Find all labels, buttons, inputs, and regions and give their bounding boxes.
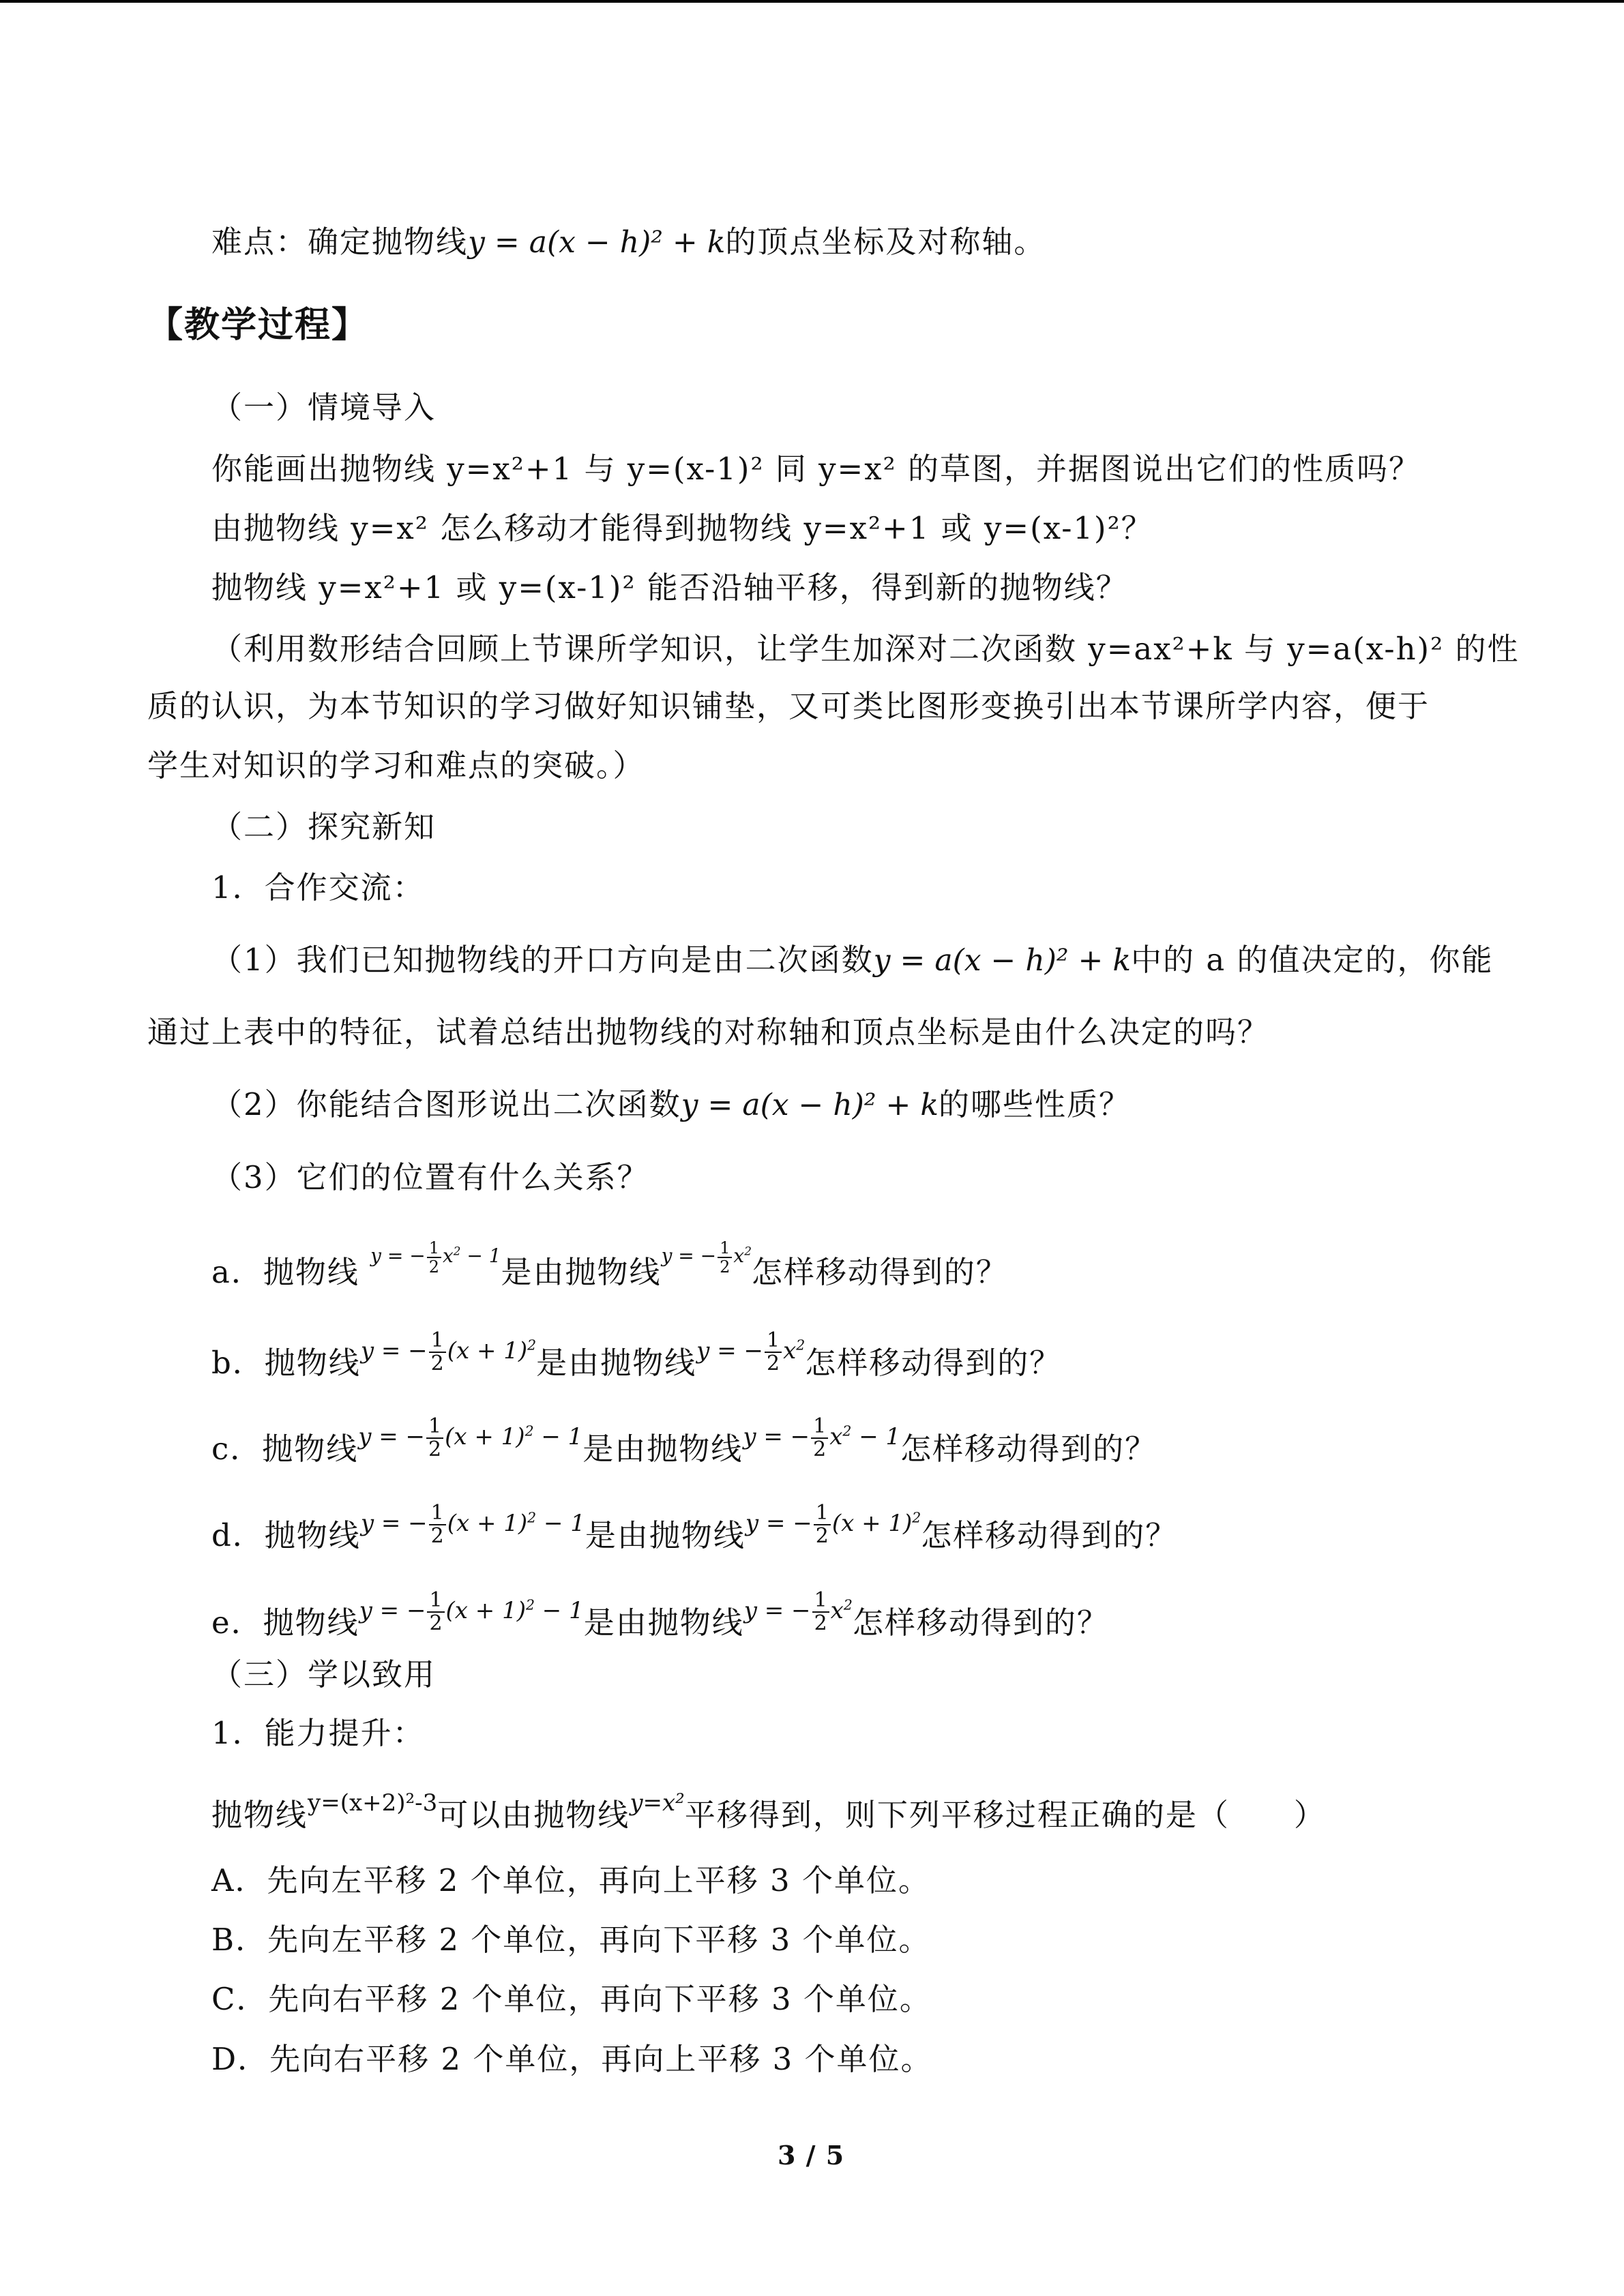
- sub-item-e: [211, 1590, 1109, 1643]
- sub-item-a: [211, 1236, 1008, 1293]
- difficulty-suffix: 的顶点坐标及对称轴。: [725, 224, 1046, 260]
- difficulty-label: 难点：确定抛物线: [211, 224, 469, 260]
- sub-item-d: [211, 1502, 1177, 1556]
- difficulty-line: [211, 222, 1046, 263]
- formula-a1: y = − 1 2 x2 − 1: [370, 1238, 501, 1277]
- sub-item-b-label: b．抛物线: [211, 1345, 361, 1381]
- option-b: B．先向左平移 2 个单位，再向下平移 3 个单位。: [211, 1922, 931, 1958]
- option-c: C．先向右平移 2 个单位，再向下平移 3 个单位。: [211, 1981, 932, 2017]
- page-top-border: [0, 0, 1624, 3]
- sub-item-e-label: e．抛物线: [211, 1605, 359, 1641]
- sub-item-e-mid: 是由抛物线: [583, 1605, 744, 1641]
- part2-title: （二）探究新知: [211, 809, 437, 845]
- formula-c2: y = − 1 2 x2 − 1: [743, 1414, 901, 1461]
- item2-formula: y = a(x − h)² + k: [681, 1088, 939, 1122]
- sub-item-a-end: 怎样移动得到的？: [751, 1254, 1008, 1290]
- option-a: A．先向左平移 2 个单位，再向上平移 3 个单位。: [211, 1862, 930, 1898]
- question-formula1: y=(x+2)²-3: [308, 1789, 438, 1817]
- part1-q2: 由抛物线 y=x² 怎么移动才能得到抛物线 y=x²+1 或 y=(x-1)²？: [211, 510, 1153, 546]
- formula-e1: y = − 1 2 (x + 1)2 − 1: [359, 1588, 584, 1635]
- part1-note-line3: 学生对知识的学习和难点的突破。）: [147, 747, 645, 784]
- formula-b1: y = − 1 2 (x + 1)2: [360, 1328, 537, 1375]
- sub-item-c-label: c．抛物线: [211, 1431, 359, 1467]
- sub-item-d-label: d．抛物线: [211, 1517, 361, 1553]
- question-prefix: 抛物线: [211, 1797, 308, 1833]
- sub-item-c-mid: 是由抛物线: [582, 1431, 743, 1467]
- part1-note-line1: （利用数形结合回顾上节课所学知识，让学生加深对二次函数 y=ax²+k 与 y=a(x-h)² 的性: [211, 631, 1520, 667]
- formula-d1: y = − 1 2 (x + 1)2 − 1: [360, 1501, 585, 1548]
- item1-formula: y = a(x − h)² + k: [873, 943, 1132, 978]
- part2-item1-line2: 通过上表中的特征，试着总结出抛物线的对称轴和顶点坐标是由什么决定的吗？: [147, 1014, 1270, 1050]
- formula-a2: y = − 1 2 x2: [661, 1238, 752, 1277]
- formula-d2: y = − 1 2 (x + 1)2: [745, 1501, 921, 1548]
- part1-q1: 你能画出抛物线 y=x²+1 与 y=(x-1)² 同 y=x² 的草图，并据图说出它们的性质吗？: [211, 451, 1421, 487]
- part2-item2: [211, 1084, 1131, 1126]
- question-mid: 可以由抛物线: [437, 1797, 630, 1833]
- sub-item-b: [211, 1330, 1061, 1384]
- part1-q3: 抛物线 y=x²+1 或 y=(x-1)² 能否沿轴平移，得到新的抛物线？: [211, 569, 1128, 606]
- item1-suffix: 中的 a 的值决定的，你能: [1131, 942, 1494, 978]
- option-d: D．先向右平移 2 个单位，再向上平移 3 个单位。: [211, 2041, 933, 2077]
- part2-item3: （3）它们的位置有什么关系？: [211, 1159, 649, 1195]
- sub-item-d-end: 怎样移动得到的？: [921, 1517, 1178, 1553]
- item2-suffix: 的哪些性质？: [939, 1086, 1132, 1122]
- page-number: 3 / 5: [778, 2140, 845, 2171]
- sub-item-b-end: 怎样移动得到的？: [805, 1345, 1062, 1381]
- question-suffix: 平移得到，则下列平移过程正确的是（ ）: [684, 1797, 1326, 1833]
- part3-question: [211, 1783, 1326, 1836]
- item1-prefix: （1）我们已知抛物线的开口方向是由二次函数: [211, 942, 874, 978]
- formula-c1: y = − 1 2 (x + 1)2 − 1: [358, 1414, 583, 1461]
- question-formula2: y=x²: [630, 1789, 685, 1817]
- section-heading: 【教学过程】: [147, 304, 369, 346]
- sub-item-c-end: 怎样移动得到的？: [900, 1431, 1157, 1467]
- sub-item-d-mid: 是由抛物线: [585, 1517, 745, 1553]
- part1-note-line2: 质的认识，为本节知识的学习做好知识铺垫，又可类比图形变换引出本节课所学内容，便于: [147, 688, 1430, 724]
- difficulty-formula: y = a(x − h)² + k: [468, 225, 726, 260]
- part3-title: （三）学以致用: [211, 1656, 437, 1693]
- sub-item-c: [211, 1416, 1157, 1470]
- part2-sub1: 1．合作交流：: [211, 869, 425, 906]
- sub-item-a-label: a．抛物线: [211, 1254, 359, 1290]
- sub-item-b-mid: 是由抛物线: [536, 1345, 697, 1381]
- formula-b2: y = − 1 2 x2: [696, 1328, 806, 1375]
- item2-prefix: （2）你能结合图形说出二次函数: [211, 1086, 681, 1122]
- sub-item-a-mid: 是由抛物线: [501, 1254, 662, 1290]
- formula-e2: y = − 1 2 x2: [743, 1588, 853, 1635]
- part1-title: （一）情境导入: [211, 389, 437, 426]
- sub-item-e-end: 怎样移动得到的？: [852, 1605, 1109, 1641]
- part2-item1: [211, 940, 1494, 981]
- part3-sub1: 1．能力提升：: [211, 1715, 425, 1751]
